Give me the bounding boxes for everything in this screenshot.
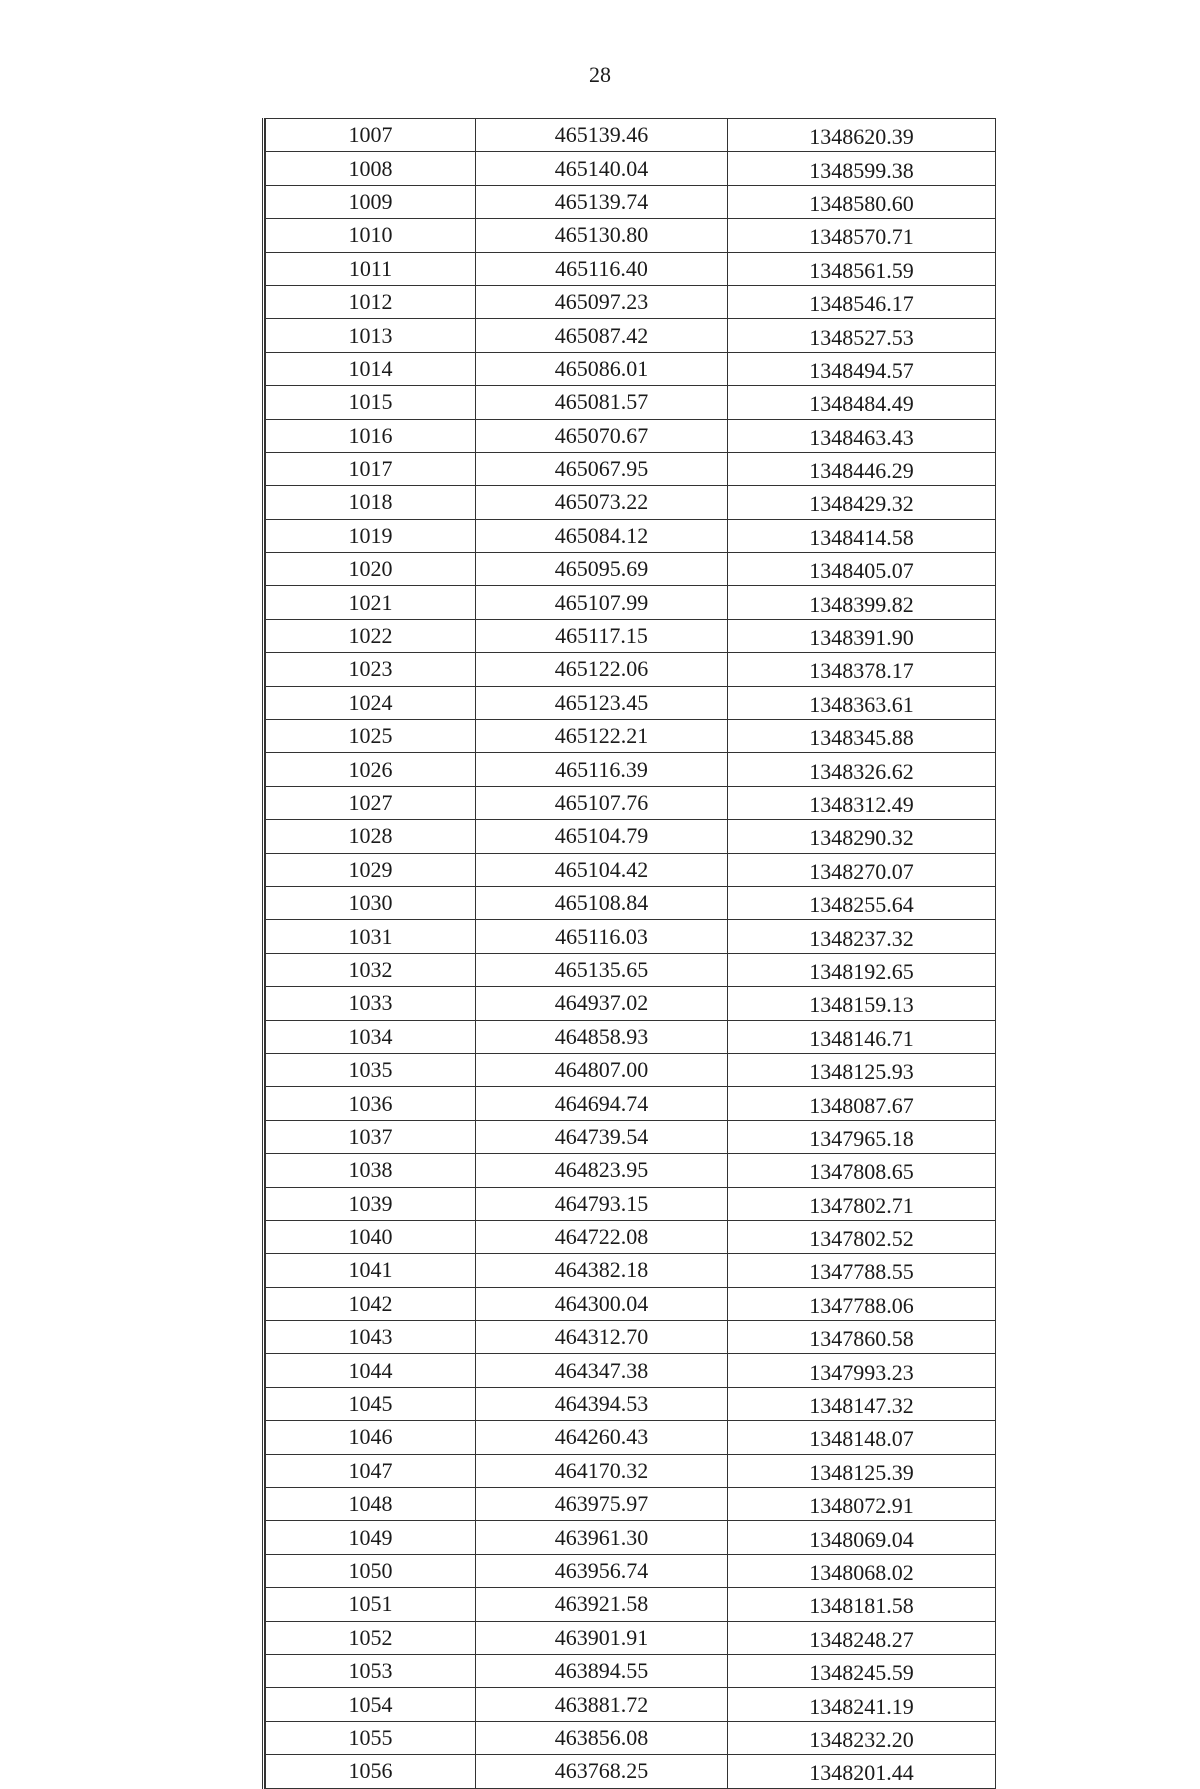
x-coordinate-cell: 465086.01 xyxy=(476,352,728,385)
point-number-cell: 1023 xyxy=(266,653,476,686)
table-row xyxy=(266,920,996,953)
point-number-cell: 1016 xyxy=(266,419,476,452)
point-number-cell: 1019 xyxy=(266,519,476,552)
point-number-cell: 1040 xyxy=(266,1220,476,1253)
table-row xyxy=(266,1688,996,1721)
point-number-cell: 1028 xyxy=(266,820,476,853)
y-coordinate-cell: 1348391.90 xyxy=(728,619,996,652)
point-number-cell: 1054 xyxy=(266,1688,476,1721)
y-coordinate-cell: 1347993.23 xyxy=(728,1354,996,1387)
x-coordinate-cell: 465116.03 xyxy=(476,920,728,953)
table-row xyxy=(266,953,996,986)
point-number-cell: 1056 xyxy=(266,1755,476,1788)
point-number-cell: 1010 xyxy=(266,219,476,252)
x-coordinate-cell: 463921.58 xyxy=(476,1588,728,1621)
y-coordinate-cell: 1347788.06 xyxy=(728,1287,996,1320)
point-number-cell: 1032 xyxy=(266,953,476,986)
table-row xyxy=(266,987,996,1020)
point-number-cell: 1036 xyxy=(266,1087,476,1120)
point-number-cell: 1025 xyxy=(266,720,476,753)
point-number-cell: 1027 xyxy=(266,786,476,819)
x-coordinate-cell: 465139.46 xyxy=(476,119,728,152)
x-coordinate-cell: 463901.91 xyxy=(476,1621,728,1654)
table-row xyxy=(266,1321,996,1354)
y-coordinate-cell: 1348232.20 xyxy=(728,1721,996,1754)
table-row xyxy=(266,519,996,552)
point-number-cell: 1029 xyxy=(266,853,476,886)
point-number-cell: 1012 xyxy=(266,285,476,318)
x-coordinate-cell: 465084.12 xyxy=(476,519,728,552)
x-coordinate-cell: 463961.30 xyxy=(476,1521,728,1554)
x-coordinate-cell: 464382.18 xyxy=(476,1254,728,1287)
point-number-cell: 1007 xyxy=(266,119,476,152)
x-coordinate-cell: 464793.15 xyxy=(476,1187,728,1220)
table-row xyxy=(266,686,996,719)
y-coordinate-cell: 1348148.07 xyxy=(728,1421,996,1454)
point-number-cell: 1013 xyxy=(266,319,476,352)
x-coordinate-cell: 465073.22 xyxy=(476,486,728,519)
x-coordinate-cell: 464260.43 xyxy=(476,1421,728,1454)
x-coordinate-cell: 464739.54 xyxy=(476,1120,728,1153)
y-coordinate-cell: 1348363.61 xyxy=(728,686,996,719)
x-coordinate-cell: 464694.74 xyxy=(476,1087,728,1120)
y-coordinate-cell: 1348201.44 xyxy=(728,1755,996,1788)
point-number-cell: 1017 xyxy=(266,452,476,485)
y-coordinate-cell: 1348159.13 xyxy=(728,987,996,1020)
table-row xyxy=(266,1588,996,1621)
y-coordinate-cell: 1348241.19 xyxy=(728,1688,996,1721)
table-row xyxy=(266,119,996,152)
x-coordinate-cell: 465095.69 xyxy=(476,553,728,586)
y-coordinate-cell: 1348546.17 xyxy=(728,285,996,318)
table-row xyxy=(266,352,996,385)
point-number-cell: 1043 xyxy=(266,1321,476,1354)
x-coordinate-cell: 465104.42 xyxy=(476,853,728,886)
table-row xyxy=(266,853,996,886)
y-coordinate-cell: 1348405.07 xyxy=(728,553,996,586)
table-row xyxy=(266,1187,996,1220)
x-coordinate-cell: 464347.38 xyxy=(476,1354,728,1387)
y-coordinate-cell: 1347802.52 xyxy=(728,1220,996,1253)
point-number-cell: 1035 xyxy=(266,1053,476,1086)
x-coordinate-cell: 465070.67 xyxy=(476,419,728,452)
table-row xyxy=(266,753,996,786)
x-coordinate-cell: 463975.97 xyxy=(476,1488,728,1521)
y-coordinate-cell: 1348620.39 xyxy=(728,119,996,152)
x-coordinate-cell: 465117.15 xyxy=(476,619,728,652)
y-coordinate-cell: 1348087.67 xyxy=(728,1087,996,1120)
table-row xyxy=(266,1554,996,1587)
y-coordinate-cell: 1348446.29 xyxy=(728,452,996,485)
y-coordinate-cell: 1348237.32 xyxy=(728,920,996,953)
x-coordinate-cell: 465122.06 xyxy=(476,653,728,686)
x-coordinate-cell: 464807.00 xyxy=(476,1053,728,1086)
table-row xyxy=(266,486,996,519)
table-row xyxy=(266,1020,996,1053)
x-coordinate-cell: 465067.95 xyxy=(476,452,728,485)
y-coordinate-cell: 1348255.64 xyxy=(728,886,996,919)
point-number-cell: 1030 xyxy=(266,886,476,919)
point-number-cell: 1041 xyxy=(266,1254,476,1287)
table-row xyxy=(266,586,996,619)
point-number-cell: 1047 xyxy=(266,1454,476,1487)
y-coordinate-cell: 1347860.58 xyxy=(728,1321,996,1354)
table-row xyxy=(266,1454,996,1487)
point-number-cell: 1042 xyxy=(266,1287,476,1320)
x-coordinate-cell: 463894.55 xyxy=(476,1654,728,1687)
point-number-cell: 1018 xyxy=(266,486,476,519)
x-coordinate-cell: 465108.84 xyxy=(476,886,728,919)
x-coordinate-cell: 464823.95 xyxy=(476,1154,728,1187)
point-number-cell: 1051 xyxy=(266,1588,476,1621)
y-coordinate-cell: 1347808.65 xyxy=(728,1154,996,1187)
point-number-cell: 1039 xyxy=(266,1187,476,1220)
y-coordinate-cell: 1348147.32 xyxy=(728,1387,996,1420)
point-number-cell: 1050 xyxy=(266,1554,476,1587)
y-coordinate-cell: 1348484.49 xyxy=(728,386,996,419)
table-row xyxy=(266,386,996,419)
point-number-cell: 1052 xyxy=(266,1621,476,1654)
y-coordinate-cell: 1348146.71 xyxy=(728,1020,996,1053)
table-row xyxy=(266,1488,996,1521)
table-row xyxy=(266,820,996,853)
point-number-cell: 1045 xyxy=(266,1387,476,1420)
y-coordinate-cell: 1348580.60 xyxy=(728,185,996,218)
point-number-cell: 1055 xyxy=(266,1721,476,1754)
y-coordinate-cell: 1348561.59 xyxy=(728,252,996,285)
x-coordinate-cell: 465107.99 xyxy=(476,586,728,619)
x-coordinate-cell: 465135.65 xyxy=(476,953,728,986)
y-coordinate-cell: 1348463.43 xyxy=(728,419,996,452)
point-number-cell: 1020 xyxy=(266,553,476,586)
coordinates-table xyxy=(265,118,996,1789)
point-number-cell: 1034 xyxy=(266,1020,476,1053)
point-number-cell: 1014 xyxy=(266,352,476,385)
y-coordinate-cell: 1348069.04 xyxy=(728,1521,996,1554)
y-coordinate-cell: 1348527.53 xyxy=(728,319,996,352)
y-coordinate-cell: 1348345.88 xyxy=(728,720,996,753)
table-row xyxy=(266,619,996,652)
y-coordinate-cell: 1348248.27 xyxy=(728,1621,996,1654)
x-coordinate-cell: 465139.74 xyxy=(476,185,728,218)
table-row xyxy=(266,1621,996,1654)
point-number-cell: 1026 xyxy=(266,753,476,786)
table-row xyxy=(266,1053,996,1086)
table-row xyxy=(266,653,996,686)
table-row xyxy=(266,152,996,185)
y-coordinate-cell: 1348326.62 xyxy=(728,753,996,786)
x-coordinate-cell: 463856.08 xyxy=(476,1721,728,1754)
x-coordinate-cell: 465107.76 xyxy=(476,786,728,819)
table-row xyxy=(266,1421,996,1454)
point-number-cell: 1049 xyxy=(266,1521,476,1554)
table-row xyxy=(266,185,996,218)
y-coordinate-cell: 1348192.65 xyxy=(728,953,996,986)
table-row xyxy=(266,452,996,485)
x-coordinate-cell: 465081.57 xyxy=(476,386,728,419)
table-row xyxy=(266,1254,996,1287)
x-coordinate-cell: 464394.53 xyxy=(476,1387,728,1420)
table-row xyxy=(266,1387,996,1420)
y-coordinate-cell: 1347965.18 xyxy=(728,1120,996,1153)
x-coordinate-cell: 465140.04 xyxy=(476,152,728,185)
point-number-cell: 1011 xyxy=(266,252,476,285)
table-row xyxy=(266,720,996,753)
table-row xyxy=(266,886,996,919)
point-number-cell: 1037 xyxy=(266,1120,476,1153)
table-row xyxy=(266,1287,996,1320)
point-number-cell: 1009 xyxy=(266,185,476,218)
x-coordinate-cell: 465123.45 xyxy=(476,686,728,719)
y-coordinate-cell: 1348399.82 xyxy=(728,586,996,619)
x-coordinate-cell: 465116.39 xyxy=(476,753,728,786)
x-coordinate-cell: 464300.04 xyxy=(476,1287,728,1320)
page-number: 28 xyxy=(589,62,611,87)
table-row xyxy=(266,319,996,352)
x-coordinate-cell: 465097.23 xyxy=(476,285,728,318)
table-row xyxy=(266,285,996,318)
x-coordinate-cell: 464937.02 xyxy=(476,987,728,1020)
y-coordinate-cell: 1347802.71 xyxy=(728,1187,996,1220)
table-row xyxy=(266,252,996,285)
table-row xyxy=(266,1654,996,1687)
x-coordinate-cell: 464858.93 xyxy=(476,1020,728,1053)
y-coordinate-cell: 1348290.32 xyxy=(728,820,996,853)
point-number-cell: 1038 xyxy=(266,1154,476,1187)
y-coordinate-cell: 1348599.38 xyxy=(728,152,996,185)
point-number-cell: 1046 xyxy=(266,1421,476,1454)
x-coordinate-cell: 463956.74 xyxy=(476,1554,728,1587)
table-row xyxy=(266,1354,996,1387)
y-coordinate-cell: 1348270.07 xyxy=(728,853,996,886)
x-coordinate-cell: 465130.80 xyxy=(476,219,728,252)
x-coordinate-cell: 464170.32 xyxy=(476,1454,728,1487)
table-row xyxy=(266,1721,996,1754)
y-coordinate-cell: 1348068.02 xyxy=(728,1554,996,1587)
point-number-cell: 1021 xyxy=(266,586,476,619)
y-coordinate-cell: 1348072.91 xyxy=(728,1488,996,1521)
table-row xyxy=(266,1154,996,1187)
y-coordinate-cell: 1347788.55 xyxy=(728,1254,996,1287)
y-coordinate-cell: 1348570.71 xyxy=(728,219,996,252)
y-coordinate-cell: 1348378.17 xyxy=(728,653,996,686)
x-coordinate-cell: 465122.21 xyxy=(476,720,728,753)
point-number-cell: 1053 xyxy=(266,1654,476,1687)
point-number-cell: 1048 xyxy=(266,1488,476,1521)
x-coordinate-cell: 463881.72 xyxy=(476,1688,728,1721)
table-row xyxy=(266,1755,996,1788)
table-row xyxy=(266,219,996,252)
x-coordinate-cell: 465087.42 xyxy=(476,319,728,352)
table-row xyxy=(266,1220,996,1253)
x-coordinate-cell: 463768.25 xyxy=(476,1755,728,1788)
table-row xyxy=(266,1120,996,1153)
coordinates-table-body xyxy=(266,119,996,1789)
table-row xyxy=(266,786,996,819)
table-row xyxy=(266,553,996,586)
point-number-cell: 1044 xyxy=(266,1354,476,1387)
point-number-cell: 1031 xyxy=(266,920,476,953)
table-row xyxy=(266,1521,996,1554)
y-coordinate-cell: 1348245.59 xyxy=(728,1654,996,1687)
y-coordinate-cell: 1348125.39 xyxy=(728,1454,996,1487)
point-number-cell: 1008 xyxy=(266,152,476,185)
coordinates-table-container xyxy=(262,118,995,1789)
y-coordinate-cell: 1348125.93 xyxy=(728,1053,996,1086)
y-coordinate-cell: 1348181.58 xyxy=(728,1588,996,1621)
point-number-cell: 1022 xyxy=(266,619,476,652)
y-coordinate-cell: 1348414.58 xyxy=(728,519,996,552)
x-coordinate-cell: 465116.40 xyxy=(476,252,728,285)
x-coordinate-cell: 464722.08 xyxy=(476,1220,728,1253)
point-number-cell: 1015 xyxy=(266,386,476,419)
y-coordinate-cell: 1348429.32 xyxy=(728,486,996,519)
point-number-cell: 1024 xyxy=(266,686,476,719)
point-number-cell: 1033 xyxy=(266,987,476,1020)
y-coordinate-cell: 1348312.49 xyxy=(728,786,996,819)
x-coordinate-cell: 465104.79 xyxy=(476,820,728,853)
table-row xyxy=(266,1087,996,1120)
y-coordinate-cell: 1348494.57 xyxy=(728,352,996,385)
x-coordinate-cell: 464312.70 xyxy=(476,1321,728,1354)
table-row xyxy=(266,419,996,452)
